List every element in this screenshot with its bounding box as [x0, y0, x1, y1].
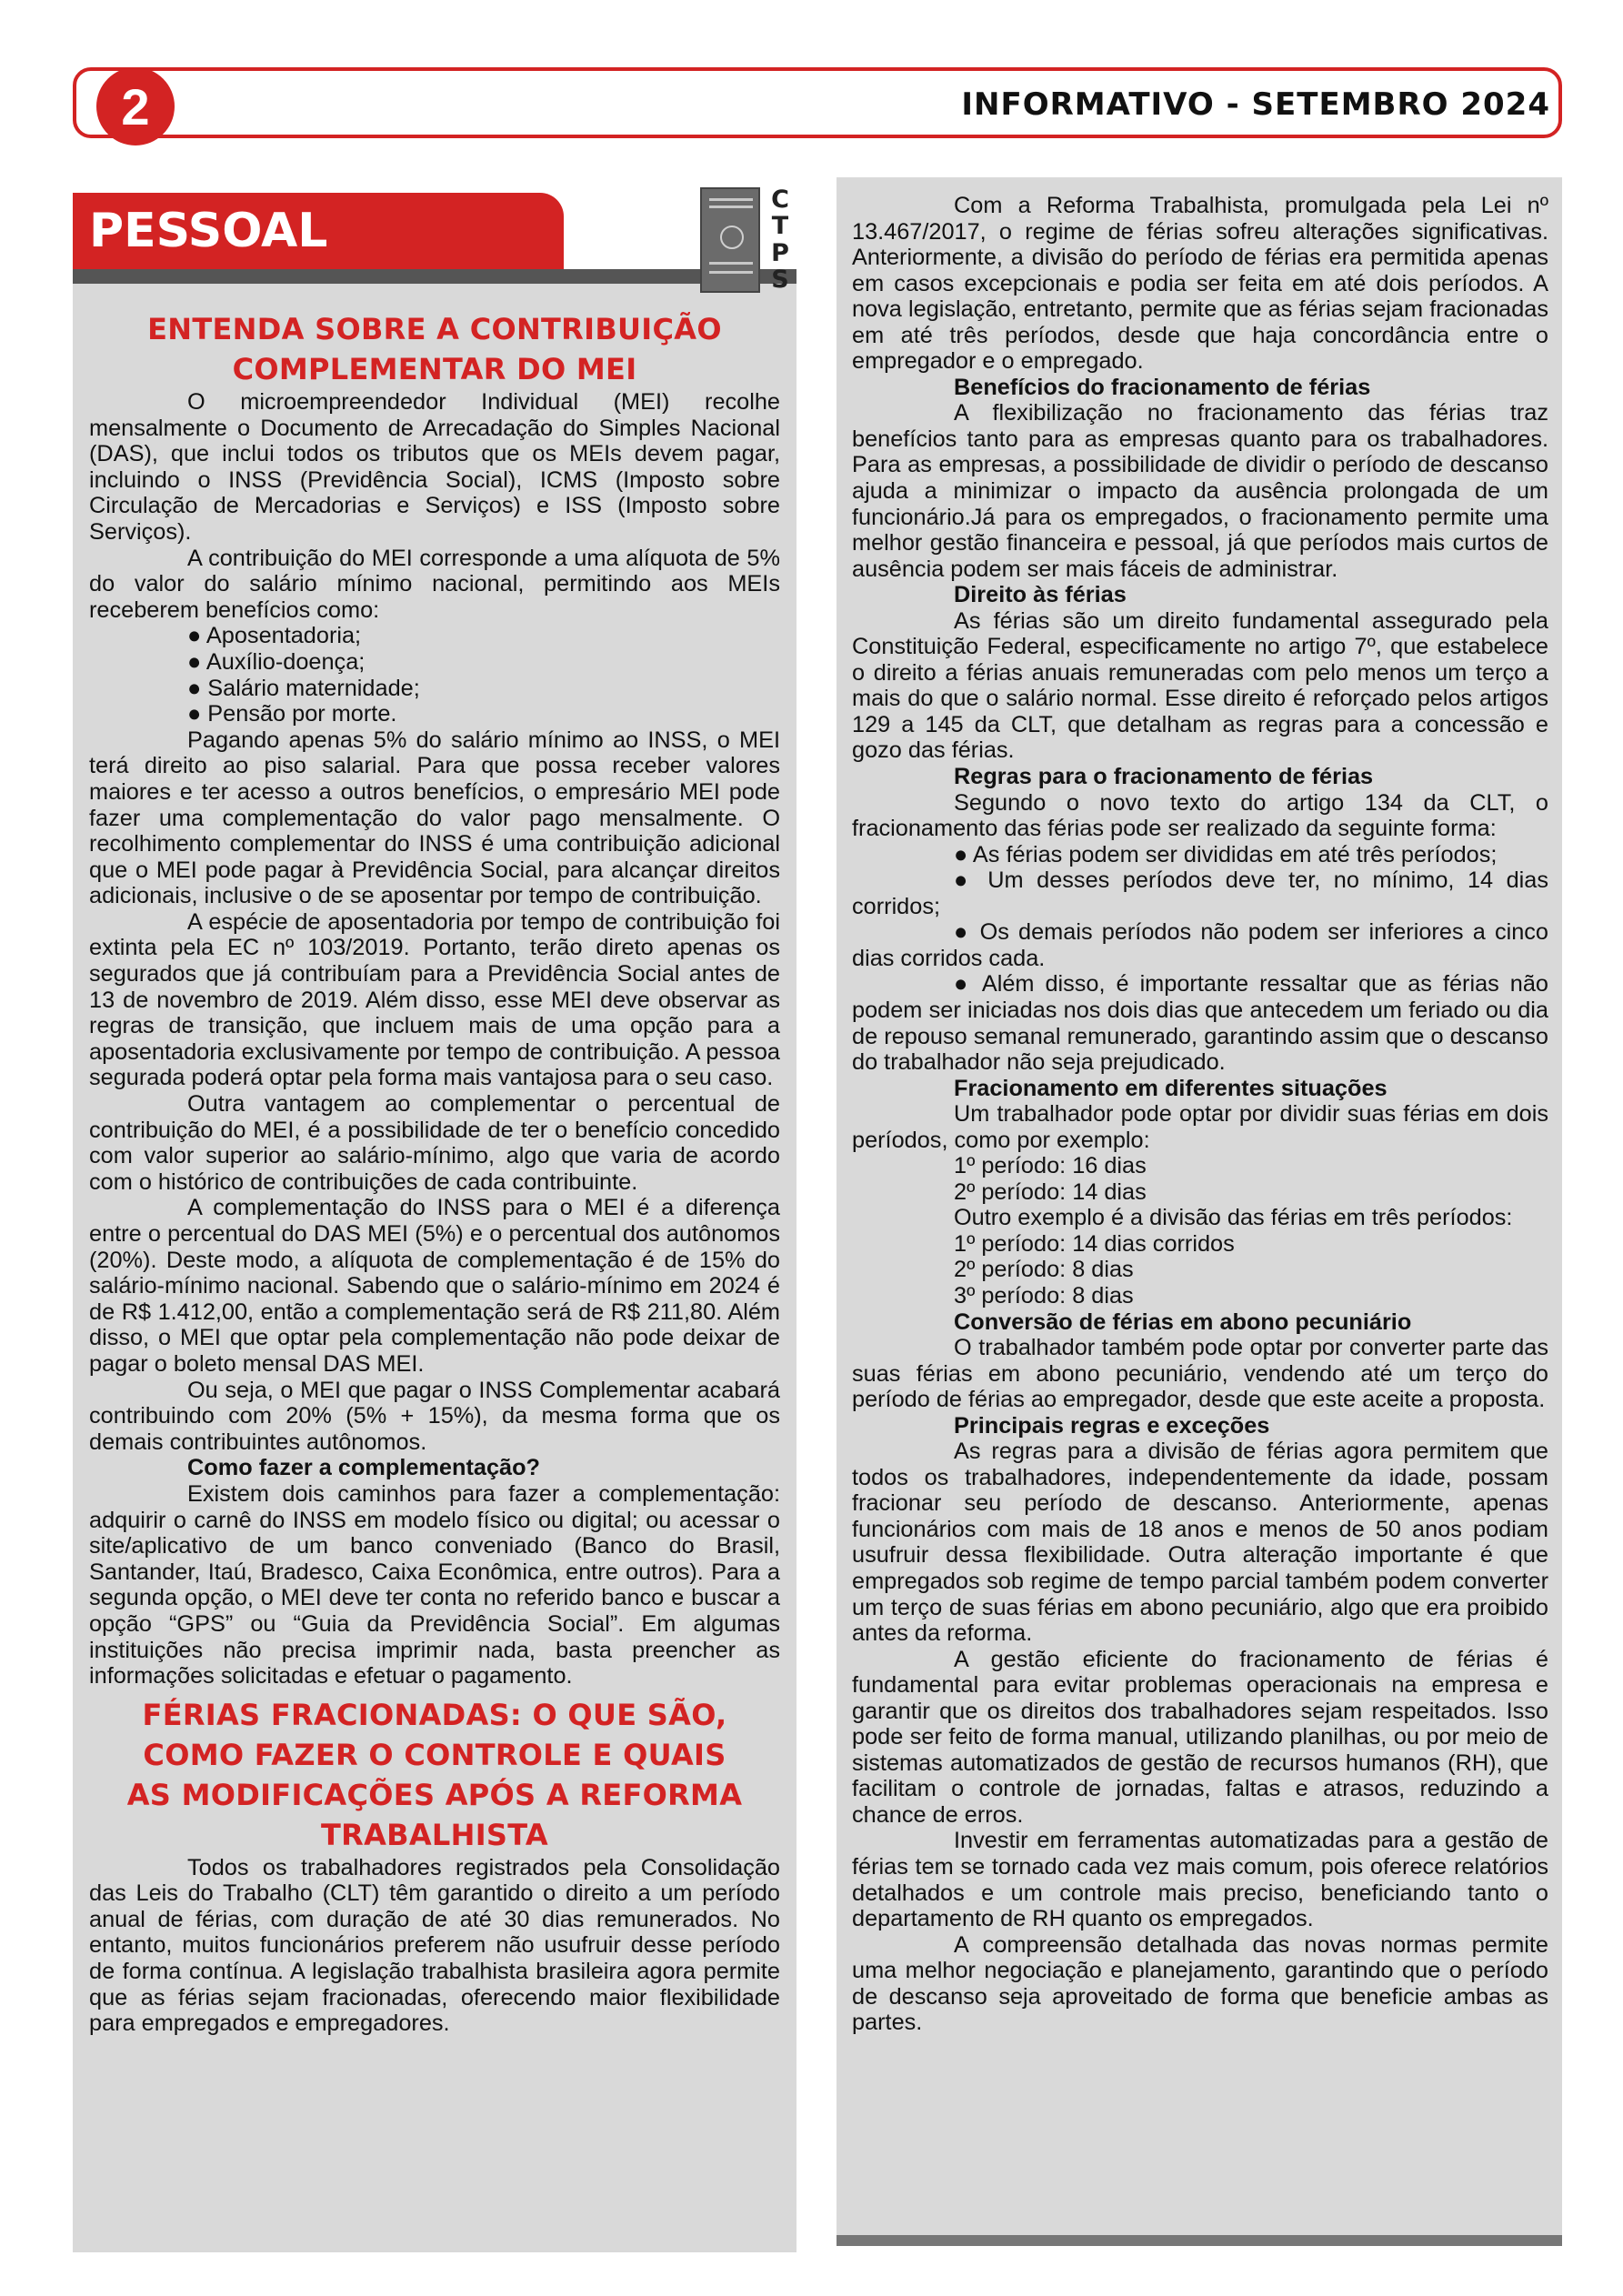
subheading: Benefícios do fracionamento de férias: [954, 374, 1371, 400]
paragraph: Ou seja, o MEI que pagar o INSS Complementar acabará contribuindo com 20% (5% + 15%), da mesma forma que os demais contribuintes autônomos.: [89, 1377, 780, 1455]
rule-item: ● Além disso, é importante ressaltar que as férias não podem ser iniciadas nos dois dias que antecedem um feriado ou dia de repouso semanal remunerado, garantindo assim que o descanso do trabalhador não seja prejudicado.: [852, 971, 1548, 1076]
article-mei: [89, 309, 780, 2037]
bullet-item: ● Salário maternidade;: [187, 675, 420, 701]
paragraph: A complementação do INSS para o MEI é a diferença entre o percentual do DAS MEI (5%) e o percentual dos autônomos (20%). Deste modo, a alíquota de complementação é de 15% do salário-mínimo nacional. Sabendo que o salário-mínimo em 2024 é de R$ 1.412,00, então a complementação será de R$ 211,80. Além disso, o MEI que optar pela complementação não pode deixar de pagar o boleto mensal DAS MEI.: [89, 1195, 780, 1377]
paragraph: Todos os trabalhadores registrados pela Consolidação das Leis do Trabalho (CLT) têm garantido o direito a um período anual de férias, com duração de até 30 dias remunerados. No entanto, muitos funcionários preferem não usufruir desse período de forma contínua. A legislação trabalhista brasileira agora permite que as férias sejam fracionadas, oferecendo maior flexibilidade para empregados e empregadores.: [89, 1854, 780, 2037]
ctps-booklet-image: [700, 187, 796, 293]
subheading: Conversão de férias em abono pecuniário: [954, 1308, 1412, 1335]
subheading: Regras para o fracionamento de férias: [954, 764, 1374, 790]
page-number-badge: 2: [96, 67, 175, 145]
rule-item: ● As férias podem ser divididas em até três períodos;: [954, 841, 1498, 867]
ctps-letters: C T P S: [771, 185, 789, 294]
subheading: Fracionamento em diferentes situações: [954, 1075, 1388, 1101]
subheading: Principais regras e exceções: [954, 1412, 1270, 1439]
paragraph: Outro exemplo é a divisão das férias em três períodos:: [954, 1205, 1513, 1231]
example-item: 1º período: 14 dias corridos: [954, 1230, 1235, 1257]
paragraph: Existem dois caminhos para fazer a complementação: adquirir o carnê do INSS em modelo físico ou digital; ou acessar o site/aplicativo de um banco conveniado (Banco do Brasil, Santander, Itaú, Bradesco, Caixa Econômica, entre outros). Para a segunda opção, o MEI deve ter conta no referido banco e buscar a opção “GPS” ou “Guia da Previdência Social”. Em algumas instituições não precisa imprimir nada, basta preencher as informações solicitadas e efetuar o pagamento.: [89, 1480, 780, 1689]
bullet-item: ● Aposentadoria;: [187, 623, 362, 649]
subheading: Como fazer a complementação?: [187, 1455, 540, 1481]
newsletter-title: INFORMATIVO - SETEMBRO 2024: [961, 86, 1550, 123]
bullet-item: ● Pensão por morte.: [187, 701, 397, 727]
rule-item: ● Um desses períodos deve ter, no mínimo, 14 dias corridos;: [852, 867, 1548, 919]
example-item: 3º período: 8 dias: [954, 1282, 1134, 1308]
right-column-bottom-rule: [837, 2235, 1562, 2246]
example-item: 1º período: 16 dias: [954, 1153, 1147, 1179]
example-item: 2º período: 8 dias: [954, 1257, 1134, 1283]
paragraph: Segundo o novo texto do artigo 134 da CLT, o fracionamento das férias pode ser realizado da seguinte forma:: [852, 789, 1548, 842]
article-ferias-title: FÉRIAS FRACIONADAS: O QUE SÃO, COMO FAZER O CONTROLE E QUAIS AS MODIFICAÇÕES APÓS A REFORMA TRABALHISTA: [126, 1697, 743, 1852]
example-item: 2º período: 14 dias: [954, 1178, 1147, 1205]
paragraph: O trabalhador também pode optar por converter parte das suas férias em abono pecuniário, vendendo até um terço do período de férias ao empregador, desde que este aceite a proposta.: [852, 1335, 1548, 1413]
article-mei-title: ENTENDA SOBRE A CONTRIBUIÇÃO COMPLEMENTAR DO MEI: [147, 312, 722, 386]
paragraph: As férias são um direito fundamental assegurado pela Constituição Federal, especificamente no artigo 7º, que estabelece o direito a férias anuais remuneradas com pelo menos um terço a mais do que o salário normal. Esse direito é reforçado pelos artigos 129 a 145 da CLT, que detalham as regras para a concessão e gozo das férias.: [852, 607, 1548, 764]
paragraph: Um trabalhador pode optar por dividir suas férias em dois períodos, como por exemplo:: [852, 1101, 1548, 1153]
article-ferias-continued: [852, 193, 1548, 2036]
paragraph: A gestão eficiente do fracionamento de férias é fundamental para evitar problemas operacionais na empresa e garantir que os direitos dos trabalhadores sejam respeitados. Isso pode ser feito de forma manual, utilizando planilhas, ou por meio de sistemas automatizados de gestão de recursos humanos (RH), que facilitam o controle de jornadas, faltas e atrasos, reduzindo a chance de erros.: [852, 1646, 1548, 1828]
section-divider: [73, 269, 796, 284]
rule-item: ● Os demais períodos não podem ser inferiores a cinco dias corridos cada.: [852, 919, 1548, 971]
paragraph: A compreensão detalhada das novas normas permite uma melhor negociação e planejamento, garantindo que o período de descanso seja aproveitado de forma que beneficie ambas as partes.: [852, 1931, 1548, 2036]
section-label: PESSOAL: [89, 204, 328, 258]
bullet-item: ● Auxílio-doença;: [187, 648, 366, 675]
paragraph: O microempreendedor Individual (MEI) recolhe mensalmente o Documento de Arrecadação do Simples Nacional (DAS), que inclui todos os tributos que os MEIs devem pagar, incluindo o INSS (Previdência Social), ICMS (Imposto sobre Circulação de Mercadorias e Serviços) e ISS (Imposto sobre Serviços).: [89, 389, 780, 545]
paragraph: Com a Reforma Trabalhista, promulgada pela Lei nº 13.467/2017, o regime de férias sofreu alterações significativas. Anteriormente, a divisão do período de férias era permitida apenas em casos excepcionais e podia ser feita em até dois períodos. A nova legislação, entretanto, permite que as férias sejam fracionadas em até três períodos, desde que haja concordância entre o empregador e o empregado.: [852, 193, 1548, 375]
paragraph: A contribuição do MEI corresponde a uma alíquota de 5% do valor do salário mínimo nacional, permitindo aos MEIs receberem benefícios como:: [89, 545, 780, 623]
paragraph: Investir em ferramentas automatizadas para a gestão de férias tem se tornado cada vez mais comum, pois oferece relatórios detalhados e um controle mais preciso, beneficiando tanto o departamento de RH quanto os empregados.: [852, 1828, 1548, 1932]
paragraph: Outra vantagem ao complementar o percentual de contribuição do MEI, é a possibilidade de ter o benefício concedido com valor superior ao salário-mínimo, algo que varia de acordo com o histórico de contribuições de cada contribuinte.: [89, 1091, 780, 1195]
section-banner: [73, 193, 564, 269]
paragraph: As regras para a divisão de férias agora permitem que todos os trabalhadores, independentemente da idade, possam fracionar seu período de descanso. Anteriormente, apenas funcionários com mais de 18 anos e menos de 50 anos podiam usufruir dessa flexibilidade. Outra alteração importante é que empregados sob regime de tempo parcial também podem converter um terço de suas férias em abono pecuniário, algo que era proibido antes da reforma.: [852, 1439, 1548, 1647]
paragraph: Pagando apenas 5% do salário mínimo ao INSS, o MEI terá direito ao piso salarial. Para que possa receber valores maiores e ter acesso a outros benefícios, o empresário MEI pode fazer uma complementação do valor pago mensalmente. O recolhimento complementar do INSS é uma contribuição adicional que o MEI pode pagar à Previdência Social, para alcançar direitos adicionais, inclusive o de se aposentar por tempo de contribuição.: [89, 727, 780, 909]
subheading: Direito às férias: [954, 582, 1127, 608]
paragraph: A flexibilização no fracionamento das férias traz benefícios tanto para as empresas quanto para os trabalhadores. Para as empresas, a possibilidade de dividir o período de descanso ajuda a minimizar o impacto da ausência prolongada de um funcionário.Já para os empregados, o fracionamento permite uma melhor gestão financeira e pessoal, já que períodos mais curtos de ausência podem ser mais fáceis de administrar.: [852, 400, 1548, 582]
paragraph: A espécie de aposentadoria por tempo de contribuição foi extinta pela EC nº 103/2019. Portanto, terão direto apenas os segurados que já contribuíam para a Previdência Social antes de 13 de novembro de 2019. Além disso, esse MEI deve observar as regras de transição, que incluem mais de uma opção para a aposentadoria exclusivamente por tempo de contribuição. A pessoa segurada poderá optar pela forma mais vantajosa para o seu caso.: [89, 908, 780, 1091]
work-card-icon: [700, 187, 760, 293]
